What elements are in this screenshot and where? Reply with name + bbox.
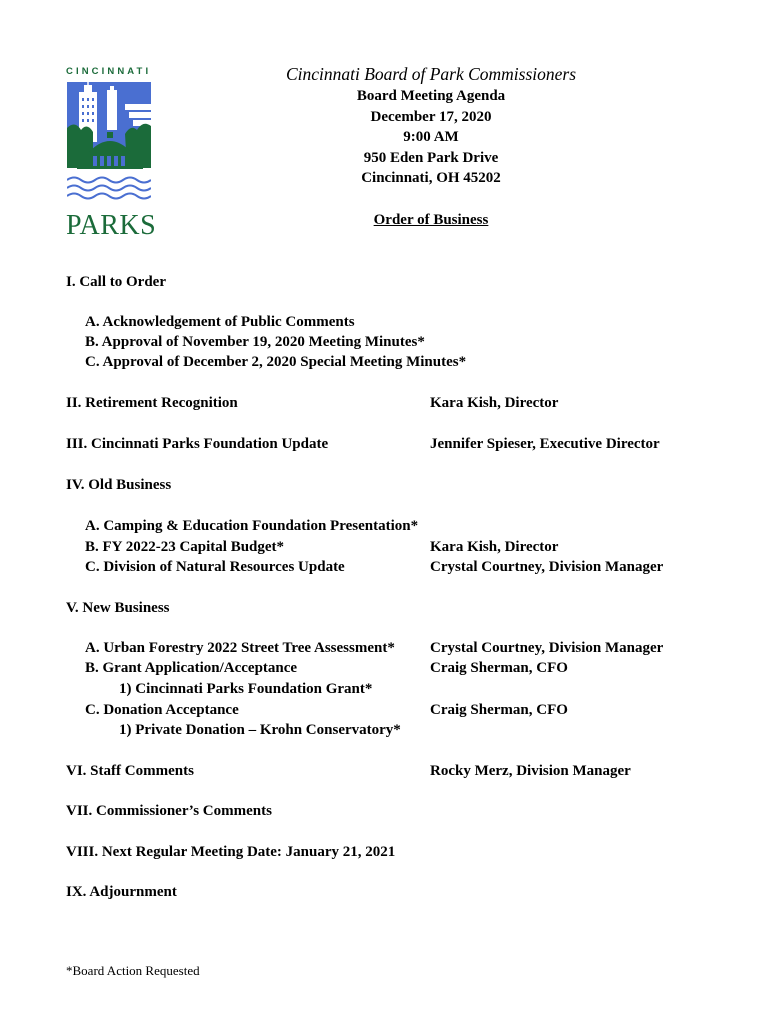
logo-city-text: CINCINNATI	[66, 66, 152, 77]
item-nov-minutes: B. Approval of November 19, 2020 Meeting Minutes*	[85, 334, 425, 350]
item-natural-resources: C. Division of Natural Resources Update	[85, 559, 345, 575]
logo-parks-text: PARKS	[66, 210, 157, 241]
section-call-to-order: I. Call to Order	[66, 274, 166, 290]
board-title: Cincinnati Board of Park Commissioners	[285, 64, 577, 84]
subitem-private-donation: 1) Private Donation – Krohn Conservatory*	[119, 722, 401, 738]
cincinnati-parks-logo	[66, 66, 156, 242]
presenter-staff-comments: Rocky Merz, Division Manager	[430, 763, 631, 779]
meeting-city: Cincinnati, OH 45202	[361, 170, 501, 186]
item-capital-budget: B. FY 2022-23 Capital Budget*	[85, 539, 285, 555]
item-dec-minutes: C. Approval of December 2, 2020 Special Meeting Minutes*	[85, 354, 467, 370]
footnote: *Board Action Requested	[66, 963, 200, 978]
presenter-retirement: Kara Kish, Director	[430, 395, 559, 411]
presenter-grant: Craig Sherman, CFO	[430, 660, 568, 676]
meeting-address: 950 Eden Park Drive	[363, 150, 499, 166]
presenter-donation: Craig Sherman, CFO	[430, 702, 568, 718]
parks-emblem-icon	[67, 82, 151, 208]
presenter-urban-forestry: Crystal Courtney, Division Manager	[430, 640, 664, 656]
section-foundation-update: III. Cincinnati Parks Foundation Update	[66, 436, 329, 452]
presenter-foundation: Jennifer Spieser, Executive Director	[430, 436, 660, 452]
subitem-foundation-grant: 1) Cincinnati Parks Foundation Grant*	[119, 681, 373, 697]
item-public-comments: A. Acknowledgement of Public Comments	[85, 314, 355, 330]
section-old-business: IV. Old Business	[66, 477, 172, 493]
section-adjournment: IX. Adjournment	[66, 884, 177, 900]
presenter-natural-resources: Crystal Courtney, Division Manager	[430, 559, 664, 575]
item-donation-acceptance: C. Donation Acceptance	[85, 702, 239, 718]
item-camping-presentation: A. Camping & Education Foundation Presentation*	[85, 518, 419, 534]
meeting-time: 9:00 AM	[403, 129, 459, 145]
item-urban-forestry: A. Urban Forestry 2022 Street Tree Assessment*	[85, 640, 395, 656]
section-retirement: II. Retirement Recognition	[66, 395, 238, 411]
section-next-meeting: VIII. Next Regular Meeting Date: January 21, 2021	[66, 844, 396, 860]
section-staff-comments: VI. Staff Comments	[66, 763, 194, 779]
presenter-capital-budget: Kara Kish, Director	[430, 539, 559, 555]
order-of-business-heading: Order of Business	[373, 212, 489, 228]
meeting-date: December 17, 2020	[370, 109, 492, 125]
meeting-subtitle: Board Meeting Agenda	[356, 88, 506, 104]
section-new-business: V. New Business	[66, 600, 170, 616]
section-commissioner-comments: VII. Commissioner’s Comments	[66, 803, 272, 819]
item-grant-application: B. Grant Application/Acceptance	[85, 660, 298, 676]
